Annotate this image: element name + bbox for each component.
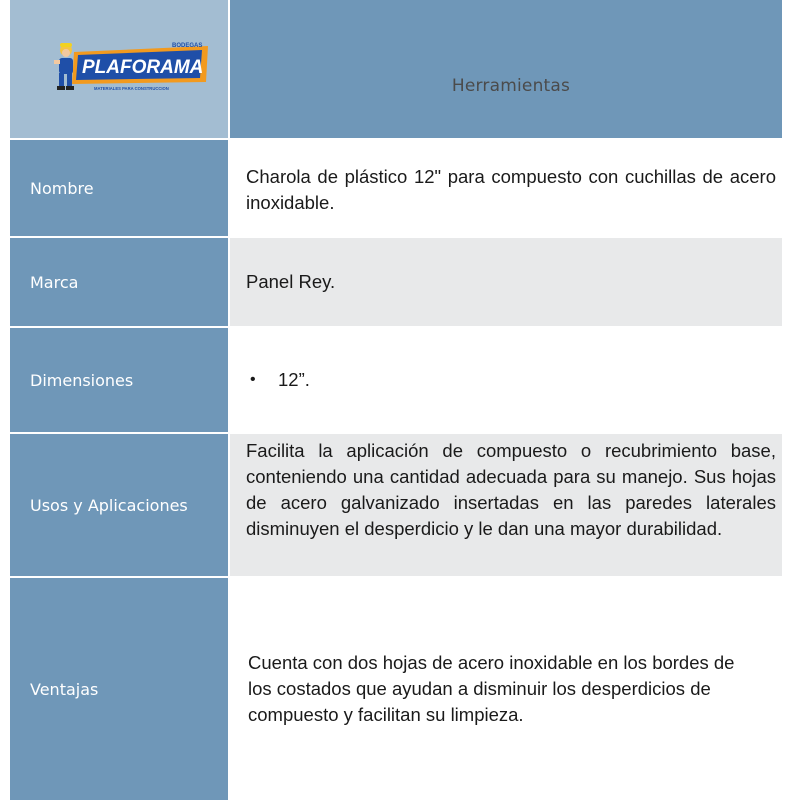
value-dimensiones: 12”. bbox=[278, 369, 310, 390]
category-title: Herramientas bbox=[451, 76, 571, 96]
row-label-dimensiones bbox=[10, 328, 228, 432]
row-value-ventajas bbox=[230, 578, 782, 800]
value-usos: Facilita la aplicación de compuesto o recubrimiento base, conteniendo una cantidad adecuada para su manejo. Sus hojas de acero galvanizado insertadas en las paredes laterales disminuyen el desperdicio y le dan una mayor durabilidad. bbox=[246, 440, 776, 539]
value-marca: Panel Rey. bbox=[246, 271, 336, 292]
row-label-usos bbox=[10, 434, 228, 576]
label-dimensiones: Dimensiones bbox=[30, 370, 134, 390]
label-nombre: Nombre bbox=[30, 178, 94, 198]
plaforama-logo bbox=[50, 38, 210, 94]
row-label-nombre bbox=[10, 140, 228, 236]
row-value-dimensiones bbox=[230, 328, 782, 432]
row-value-usos bbox=[230, 434, 782, 576]
label-usos: Usos y Aplicaciones bbox=[30, 495, 188, 515]
bullet-marker: • bbox=[250, 371, 256, 388]
logo-brand: PLAFORAMA bbox=[82, 57, 204, 78]
label-marca: Marca bbox=[30, 272, 79, 292]
label-ventajas: Ventajas bbox=[30, 679, 99, 699]
row-value-nombre bbox=[230, 140, 782, 236]
logo-tagline: MATERIALES PARA CONSTRUCCION bbox=[94, 86, 169, 91]
logo-cell bbox=[10, 0, 228, 138]
row-label-marca bbox=[10, 238, 228, 326]
row-value-marca bbox=[230, 238, 782, 326]
header-cell bbox=[230, 0, 782, 138]
value-ventajas: Cuenta con dos hojas de acero inoxidable en los bordes de los costados que ayudan a disminuir los desperdicios de compuesto y facilitan su limpieza. bbox=[248, 652, 735, 725]
worker-mascot-icon bbox=[54, 43, 74, 90]
value-nombre: Charola de plástico 12" para compuesto con cuchillas de acero inoxidable. bbox=[246, 166, 776, 213]
logo-brand-top: BODEGAS bbox=[172, 43, 203, 49]
row-label-ventajas bbox=[10, 578, 228, 800]
